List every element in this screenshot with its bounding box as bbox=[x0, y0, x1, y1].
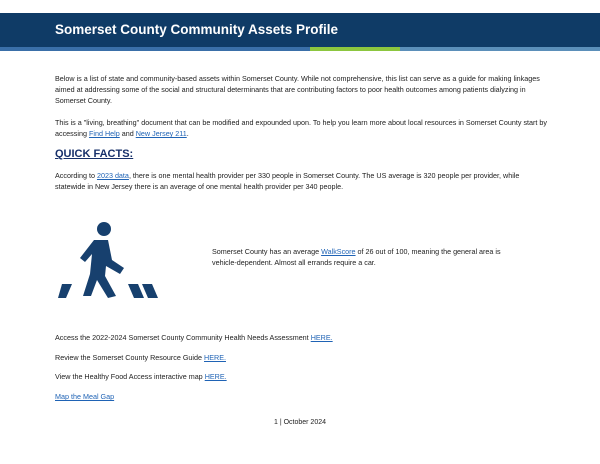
link-line-chna bbox=[55, 332, 555, 343]
resource-guide-text: Review the Somerset County Resource Guide bbox=[55, 353, 205, 362]
link-line-food-access bbox=[55, 371, 555, 382]
living-doc-end: . bbox=[186, 129, 189, 138]
header-stripe-blue bbox=[0, 47, 310, 51]
walkscore-text-after: of 26 out of 100, meaning the general area is vehicle-dependent. Almost all errands require a car. bbox=[212, 247, 501, 267]
header-stripe-teal bbox=[400, 47, 600, 51]
nj-211-link[interactable]: New Jersey 211 bbox=[135, 129, 187, 138]
living-doc-and: and bbox=[119, 129, 136, 138]
chna-text: Access the 2022-2024 Somerset County Community Health Needs Assessment bbox=[55, 333, 311, 342]
pedestrian-crossing-icon bbox=[58, 220, 158, 300]
walkscore-link[interactable]: WalkScore bbox=[321, 247, 356, 256]
walkscore-text-before: Somerset County has an average bbox=[212, 247, 322, 256]
link-line-meal-gap bbox=[55, 391, 555, 402]
map-the-meal-gap-link[interactable]: Map the Meal Gap bbox=[55, 392, 115, 401]
link-line-resource-guide bbox=[55, 352, 555, 363]
data-2023-link[interactable]: 2023 data bbox=[96, 171, 129, 180]
chna-here-link[interactable]: HERE. bbox=[310, 333, 333, 342]
header-bar bbox=[0, 13, 600, 47]
food-access-text: View the Healthy Food Access interactive map bbox=[55, 372, 205, 381]
resource-guide-here-link[interactable]: HERE. bbox=[204, 353, 226, 362]
quick-facts-paragraph bbox=[55, 170, 545, 192]
page-title: Somerset County Community Assets Profile bbox=[55, 22, 339, 37]
page-footer: 1 | October 2024 bbox=[273, 419, 327, 426]
living-doc-text: This is a "living, breathing" document that can be modified and expounded upon. To help you learn more about local resources in Somerset County start by accessing bbox=[55, 118, 548, 138]
intro-paragraph: Below is a list of state and community-based assets within Somerset County. While not comprehensive, this list can serve as a guide for making linkages aimed at addressing some of the social and structural determinants that are contributing factors to poor health outcomes among patients dialyzing in Somerset County. bbox=[55, 74, 540, 105]
food-access-here-link[interactable]: HERE. bbox=[204, 372, 227, 381]
living-document-paragraph bbox=[55, 117, 555, 139]
quick-facts-text-after: , there is one mental health provider per 330 people in Somerset County. The US average is 320 people per provider, while statewide in New Jersey there is an average of one mental health provider per 340 people. bbox=[55, 171, 520, 191]
quick-facts-heading: QUICK FACTS: bbox=[55, 148, 134, 160]
walkscore-paragraph bbox=[212, 246, 512, 268]
quick-facts-text-before: According to bbox=[55, 171, 97, 180]
header-stripe-green bbox=[310, 47, 400, 51]
find-help-link[interactable]: Find Help bbox=[88, 129, 120, 138]
